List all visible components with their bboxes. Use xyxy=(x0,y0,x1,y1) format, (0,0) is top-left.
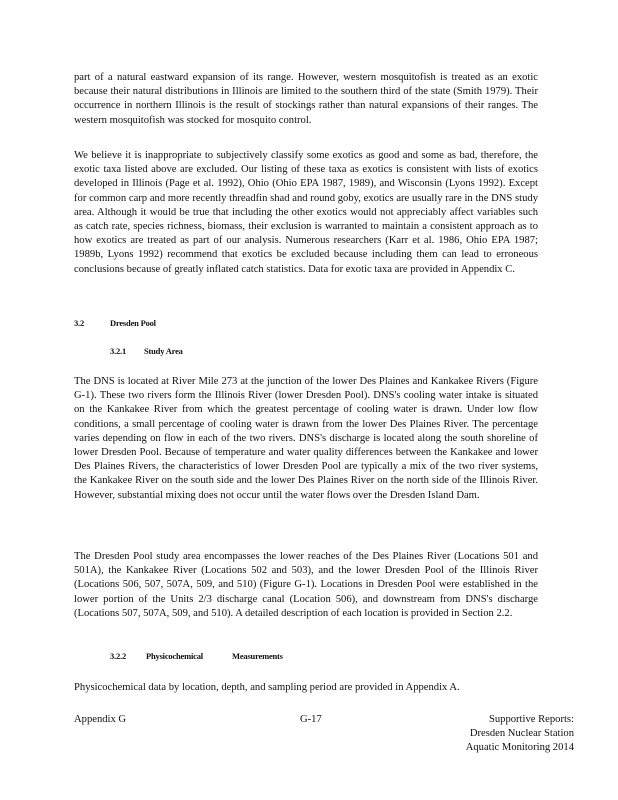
section-title: Dresden Pool xyxy=(110,318,156,328)
subsection-heading-3-2-2 xyxy=(110,651,283,661)
paragraph-study-area: The Dresden Pool study area encompasses the lower reaches of the Des Plaines River (Locations 501 and 501A), the Kankakee River (Locations 502 and 503), and the lower Dresden Pool of the Illinois River (Locations 506, 507, 507A, 509, and 510) (Figure G-1). Locations in Dresden Pool were established in the lower portion of the Units 2/3 discharge canal (Location 506), and downstream from DNS's discharge (Locations 507, 507A, 509, and 510). A detailed description of each location is provided in Section 2.2. xyxy=(74,551,538,619)
footer-report-line-1: Supportive Reports: xyxy=(488,714,574,725)
footer-report-line-2: Dresden Nuclear Station xyxy=(469,728,574,739)
footer-report-title xyxy=(466,713,574,755)
paragraph-mosquitofish: part of a natural eastward expansion of its range. However, western mosquitofish is treated as an exotic because their natural distributions in Illinois are limited to the southern third of the state (Smith 1979). Their occurrence in northern Illinois is the result of stockings rather than natural expansions of their ranges. The western mosquitofish was stocked for mosquito control. xyxy=(74,72,538,126)
section-number: 3.2 xyxy=(74,318,85,328)
footer-report-line-3: Aquatic Monitoring 2014 xyxy=(465,742,574,753)
paragraph-exotics: We believe it is inappropriate to subjectively classify some exotics as good and some as bad, therefore, the exotic taxa listed above are excluded. Our listing of these taxa as exotics is consistent with lists of exotics developed in Illinois (Page et al. 1992), Ohio (Ohio EPA 1987, 1989), and Wisconsin (Lyons 1992). Except for common carp and more recently threadfin shad and round goby, exotics are usually rare in the DNS study area. Although it would be true that including the other exotics would not appreciably affect variables such as catch rate, species richness, biomass, their exclusion is warranted to maintain a consistent approach as to how exotics are treated as part of our analysis. Numerous researchers (Karr et al. 1986, Ohio EPA 1987; 1989b, Lyons 1992) recommend that exotics be excluded because including them can lead to erroneous conclusions because of greatly inflated catch statistics. Data for exotic taxa are provided in Appendix C. xyxy=(74,150,538,275)
paragraph-physicochemical: Physicochemical data by location, depth, and sampling period are provided in Appendix A. xyxy=(74,682,460,693)
subsection-title: Study Area xyxy=(144,346,183,356)
section-heading-3-2 xyxy=(74,318,156,328)
paragraph-dns-location: The DNS is located at River Mile 273 at the junction of the lower Des Plaines and Kankakee Rivers (Figure G-1). These two rivers form the Illinois River (lower Dresden Pool). DNS's cooling water intake is situated on the Kankakee River from which the greatest percentage of cooling water is drawn. Under low flow conditions, a small percentage of cooling water is drawn from the lower Des Plaines River. The percentage varies depending on flow in each of the two rivers. DNS's discharge is located along the south shoreline of lower Dresden Pool. Because of temperature and water quality differences between the Kankakee and lower Des Plaines Rivers, the characteristics of lower Dresden Pool are typically a mix of the two river systems, the Kankakee River on the south side and the lower Des Plaines River on the north side of the Illinois River. However, substantial mixing does not occur until the water flows over the Dresden Island Dam. xyxy=(74,376,538,501)
footer-appendix-label: Appendix G xyxy=(74,714,127,725)
subsection-number: 3.2.1 xyxy=(110,346,127,356)
subsection-title-part2: Measurements xyxy=(232,651,283,661)
subsection-heading-3-2-1 xyxy=(110,346,183,356)
subsection-title-part1: Physicochemical xyxy=(146,651,203,661)
subsection-number: 3.2.2 xyxy=(110,651,127,661)
footer-page-number: G-17 xyxy=(300,714,322,725)
